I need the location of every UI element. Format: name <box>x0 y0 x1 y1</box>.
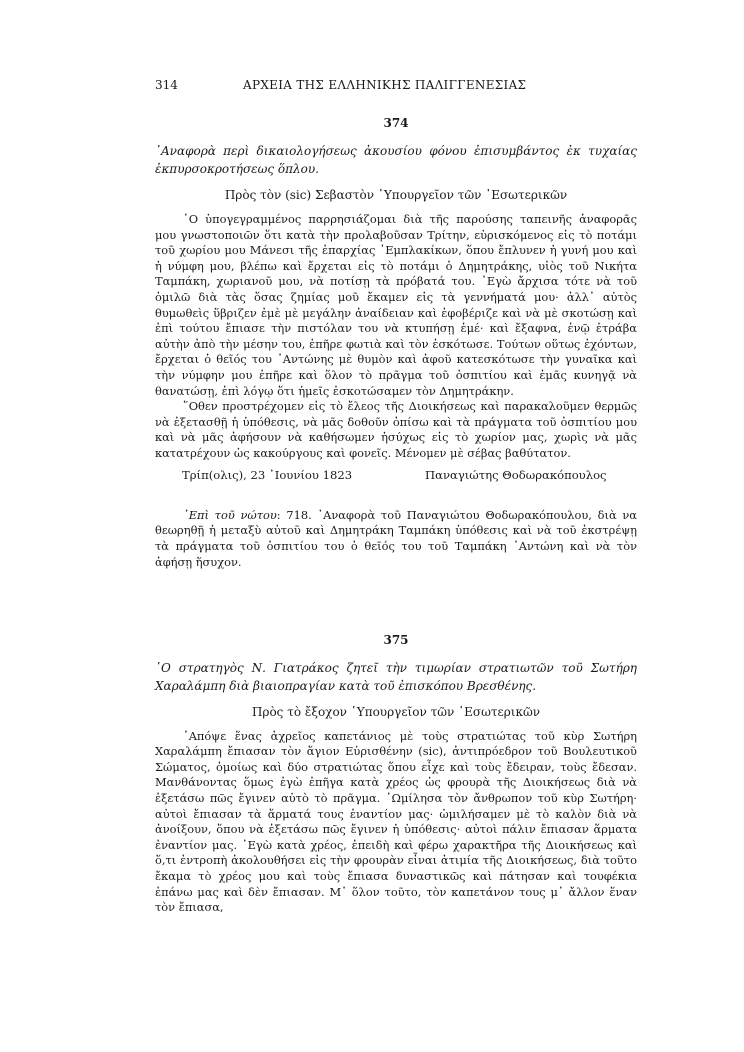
addressee-375: Πρὸς τὸ ἔξοχον ῾Υπουργεῖον τῶν ᾿Εσωτερικῶν <box>251 704 541 719</box>
document-number-375: 375 <box>383 632 409 647</box>
signature-line <box>155 466 637 488</box>
endorsement-text: : 718. ᾿Αναφορὰ τοῦ Παναγιώτου Θοδωρακόπουλου, διὰ να θεωρηθῇ ἡ μεταξὺ αὐτοῦ καὶ Δημητράκη Ταμπάκη ὑπόθεσις καὶ νὰ τοῦ ἐκστρέψῃ τὰ πράγματα τοῦ ὀσπιτίου του ὁ θεῖός του τοῦ Ταμπάκη ᾿Αντώνη καὶ νὰ τὸν ἀφήσῃ ἥσυχον. <box>155 507 637 569</box>
document-number-374: 374 <box>383 116 409 130</box>
place-date: Τρίπ(ολις), 23 ᾿Ιουνίου 1823 <box>182 467 353 482</box>
page-number: 314 <box>155 78 178 92</box>
running-title: ΑΡΧΕΙΑ ΤΗΣ ΕΛΛΗΝΙΚΗΣ ΠΑΛΙΓΓΕΝΕΣΙΑΣ <box>243 78 527 92</box>
body-paragraph: ῾Ο ὑπογεγραμμένος παρρησιάζομαι διὰ τῆς παρούσης ταπεινῆς ἀναφορᾶς μου γνωστοποιῶν ὅτι κατὰ τὴν προλαβοῦσαν Τρίτην, εὑρισκόμενος εἰς τὸ ποτάμι τοῦ χωρίου μου Μάνεσι τῆς ἐπαρχίας ᾿Εμπλακίκων, ὅπου ἔπλυνεν ἡ γυνή μου καὶ ἡ νύμφη μου, βλέπω καὶ ἔρχεται εἰς τὸ ποτάμι ὁ Δημητράκης, υἱὸς τοῦ Νικήτα Ταμπάκη, χωριανοῦ μου, νὰ ποτίσῃ τὰ πρόβατά του. ᾿Εγὼ ἄρχισα τότε νὰ τοῦ ὁμιλῶ διὰ τὰς ὅσας ζημίας μοῦ ἔκαμεν εἰς τὰ γεννήματά μου· ἀλλ᾿ αὐτὸς θυμωθεὶς ὕβριζεν ἐμὲ μὲ μεγάλην ἀναίδειαν καὶ ἐφοβέριζε καὶ νὰ μὲ σκοτώσῃ καὶ ἐπὶ τούτου ἔπιασε τὴν πιστόλαν του νὰ κτυπήσῃ ἐμέ· καὶ ἔξαφνα, ἐνῷ ἐτράβα αὐτὴν ἀπὸ τὴν μέσην του, ἐπῆρε φωτιὰ καὶ τὸν ἐσκότωσε. Τούτων οὕτως ἐχόντων, ἔρχεται ὁ θεῖός του ᾿Αντώνης μὲ θυμὸν καὶ ἀφοῦ κατεσκότωσε τὴν γυναῖκα καὶ τὴν νύμφην μου ἐπῆρε καὶ ὅλον τὸ πρᾶγμα τοῦ ὀσπιτίου καὶ ἐμᾶς κυνηγᾷ νὰ θανατώσῃ, ἐπὶ λόγῳ ὅτι ἡμεῖς ἐσκοτώσαμεν τὸν Δημητράκην. <box>155 212 637 398</box>
signatory-name: Παναγιώτης Θοδωρακόπουλος <box>425 467 607 482</box>
addressee-374: Πρὸς τὸν (sic) Σεβαστὸν ῾Υπουργεῖον τῶν ᾿Εσωτερικῶν <box>224 188 568 202</box>
document-page <box>155 78 637 916</box>
endorsement-label: ᾿Επὶ τοῦ νώτου <box>183 507 277 522</box>
document-summary-375: ῾Ο στρατηγὸς Ν. Γιατράκος ζητεῖ τὴν τιμωρίαν στρατιωτῶν τοῦ Σωτήρη Χαραλάμπη διὰ βιαιοπραγίαν κατὰ τοῦ ἐπισκόπου Βρεσθένης. <box>155 660 637 693</box>
body-paragraph: ᾿Απόψε ἕνας ἀχρεῖος καπετάνιος μὲ τοὺς στρατιώτας τοῦ κὺρ Σωτήρη Χαραλάμπη ἔπιασαν τὸν ἅγιον Εὐρισθένην (sic), ἀντιπρόεδρον τοῦ Βουλευτικοῦ Σώματος, ὁμοίως καὶ δύο στρατιώτας ὅπου εἶχε καὶ τοὺς ἔδειραν, τοὺς ἔδεσαν. Μανθάνοντας ὅμως ἐγὼ ἐπῆγα κατὰ χρέος ὡς φρουρὰ τῆς Διοικήσεως διὰ νὰ ἐξετάσω πῶς ἔγινεν αὐτὸ τὸ πρᾶγμα. ῾Ωμίλησα τὸν ἄνθρωπον τοῦ κὺρ Σωτήρη· αὐτοὶ ἔπιασαν τὰ ἅρματά τους ἐναντίον μας· ὡμιλήσαμεν μὲ τὸ καλὸν διὰ νὰ ἀνοίξουν, ὅπου νὰ ἐξετάσω πῶς ἔγινεν ἡ ὑπόθεσις· αὐτοὶ πάλιν ἔπιασαν ἅρματα ἐναντίον μας. ᾿Εγὼ κατὰ χρέος, ἐπειδὴ καὶ φέρω χαρακτῆρα τῆς Διοικήσεως καὶ ὅ,τι ἐντροπὴ ἀκολουθήσει εἰς τὴν φρουρὰν εἶναι ἀτιμία τῆς Διοικήσεως, διὰ τοῦτο ἔκαμα τὸ χρέος μου καὶ τοὺς ἔπιασα δυναστικῶς καὶ πάτησαν καὶ τουφέκια ἐπάνω μας καὶ δὲν ἔπιασαν. Μ᾿ ὅλον τοῦτο, τὸν καπετάνον τους μ᾿ ἄλλον ἕναν τὸν ἔπιασα, <box>155 728 637 915</box>
running-header <box>155 78 637 98</box>
document-summary-374: ᾿Αναφορὰ περὶ δικαιολογήσεως ἀκουσίου φόνου ἐπισυμβάντος ἐκ τυχαίας ἐκπυρσοκροτήσεως ὅπλου. <box>155 144 637 176</box>
body-paragraph: ῞Οθεν προστρέχομεν εἰς τὸ ἔλεος τῆς Διοικήσεως καὶ παρακαλοῦμεν θερμῶς νὰ ἐξετασθῇ ἡ ὑπόθεσις, νὰ μᾶς δοθοῦν ὀπίσω καὶ τὰ πράγματα τοῦ ὀσπιτίου μου καὶ νὰ μᾶς ἀφήσουν νὰ καθήσωμεν ἡσύχως εἰς τὸ χωρίον μας, χωρὶς νὰ μᾶς κατατρέχουν ὡς κακούργους καὶ φονεῖς. Μένομεν μὲ σέβας βαθύτατον. <box>155 399 637 460</box>
endorsement-note <box>155 508 637 571</box>
